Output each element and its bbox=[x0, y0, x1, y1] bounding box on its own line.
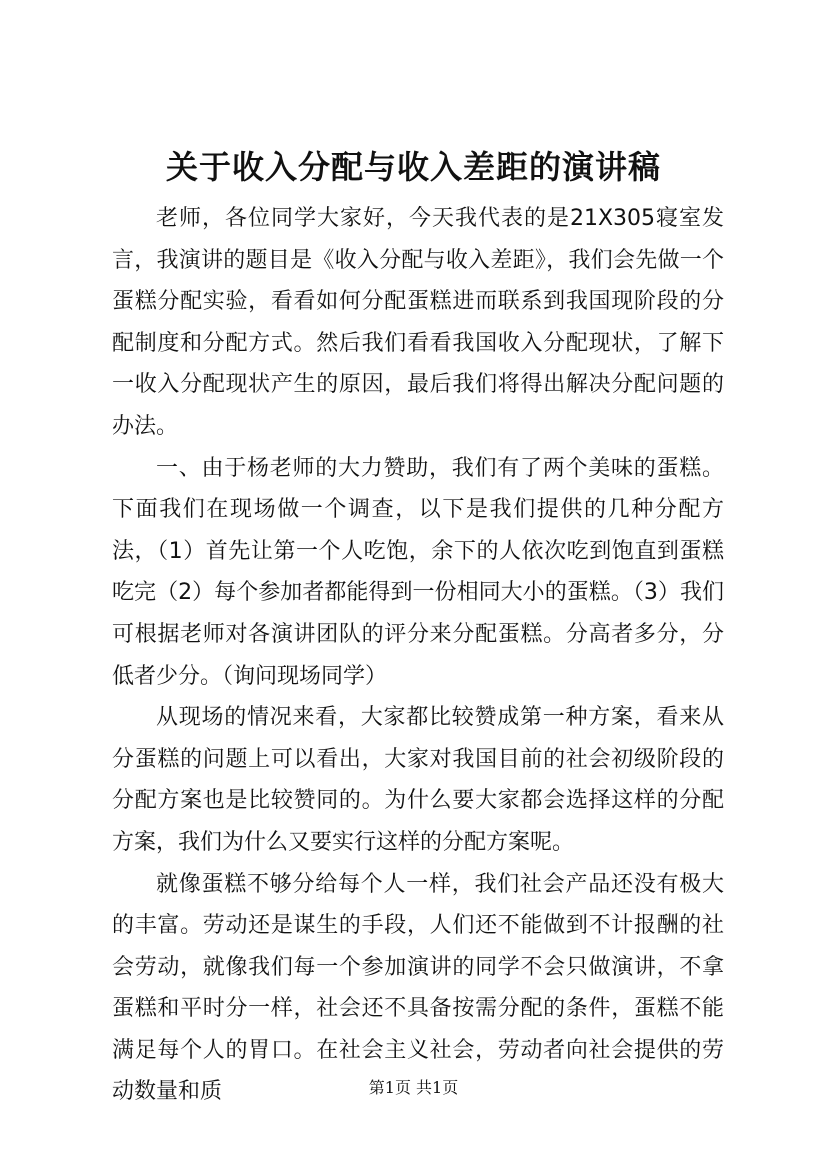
document-title: 关于收入分配与收入差距的演讲稿 bbox=[165, 148, 661, 186]
paragraph-4: 就像蛋糕不够分给每个人一样，我们社会产品还没有极大的丰富。劳动还是谋生的手段，人们还不能做到不计报酬的社会劳动，就像我们每一个参加演讲的同学不会只做演讲，不拿蛋糕和平时分一样，社会还不具备按需分配的条件，蛋糕不能满足每个人的胃口。在社会主义社会，劳动者向社会提供的劳动数量和质 bbox=[112, 871, 724, 1105]
paragraph-2: 一、由于杨老师的大力赞助，我们有了两个美味的蛋糕。下面我们在现场做一个调查，以下是我们提供的几种分配方法，（1）首先让第一个人吃饱，余下的人依次吃到饱直到蛋糕吃完（2）每个参加者都能得到一份相同大小的蛋糕。（3）我们可根据老师对各演讲团队的评分来分配蛋糕。分高者多分，分低者少分。（询问现场同学） bbox=[112, 455, 724, 689]
document-body bbox=[112, 198, 724, 1113]
paragraph-1: 老师，各位同学大家好，今天我代表的是21X305寝室发言，我演讲的题目是《收入分配与收入差距》，我们会先做一个蛋糕分配实验，看看如何分配蛋糕进而联系到我国现阶段的分配制度和分配方式。然后我们看看我国收入分配现状，了解下一收入分配现状产生的原因，最后我们将得出解决分配问题的办法。 bbox=[112, 206, 724, 439]
paragraph-3: 从现场的情况来看，大家都比较赞成第一种方案，看来从分蛋糕的问题上可以看出，大家对我国目前的社会初级阶段的分配方案也是比较赞同的。为什么要大家都会选择这样的分配方案，我们为什么又要实行这样的分配方案呢。 bbox=[112, 705, 724, 855]
page-footer: 第1页 共1页 bbox=[368, 1078, 459, 1097]
